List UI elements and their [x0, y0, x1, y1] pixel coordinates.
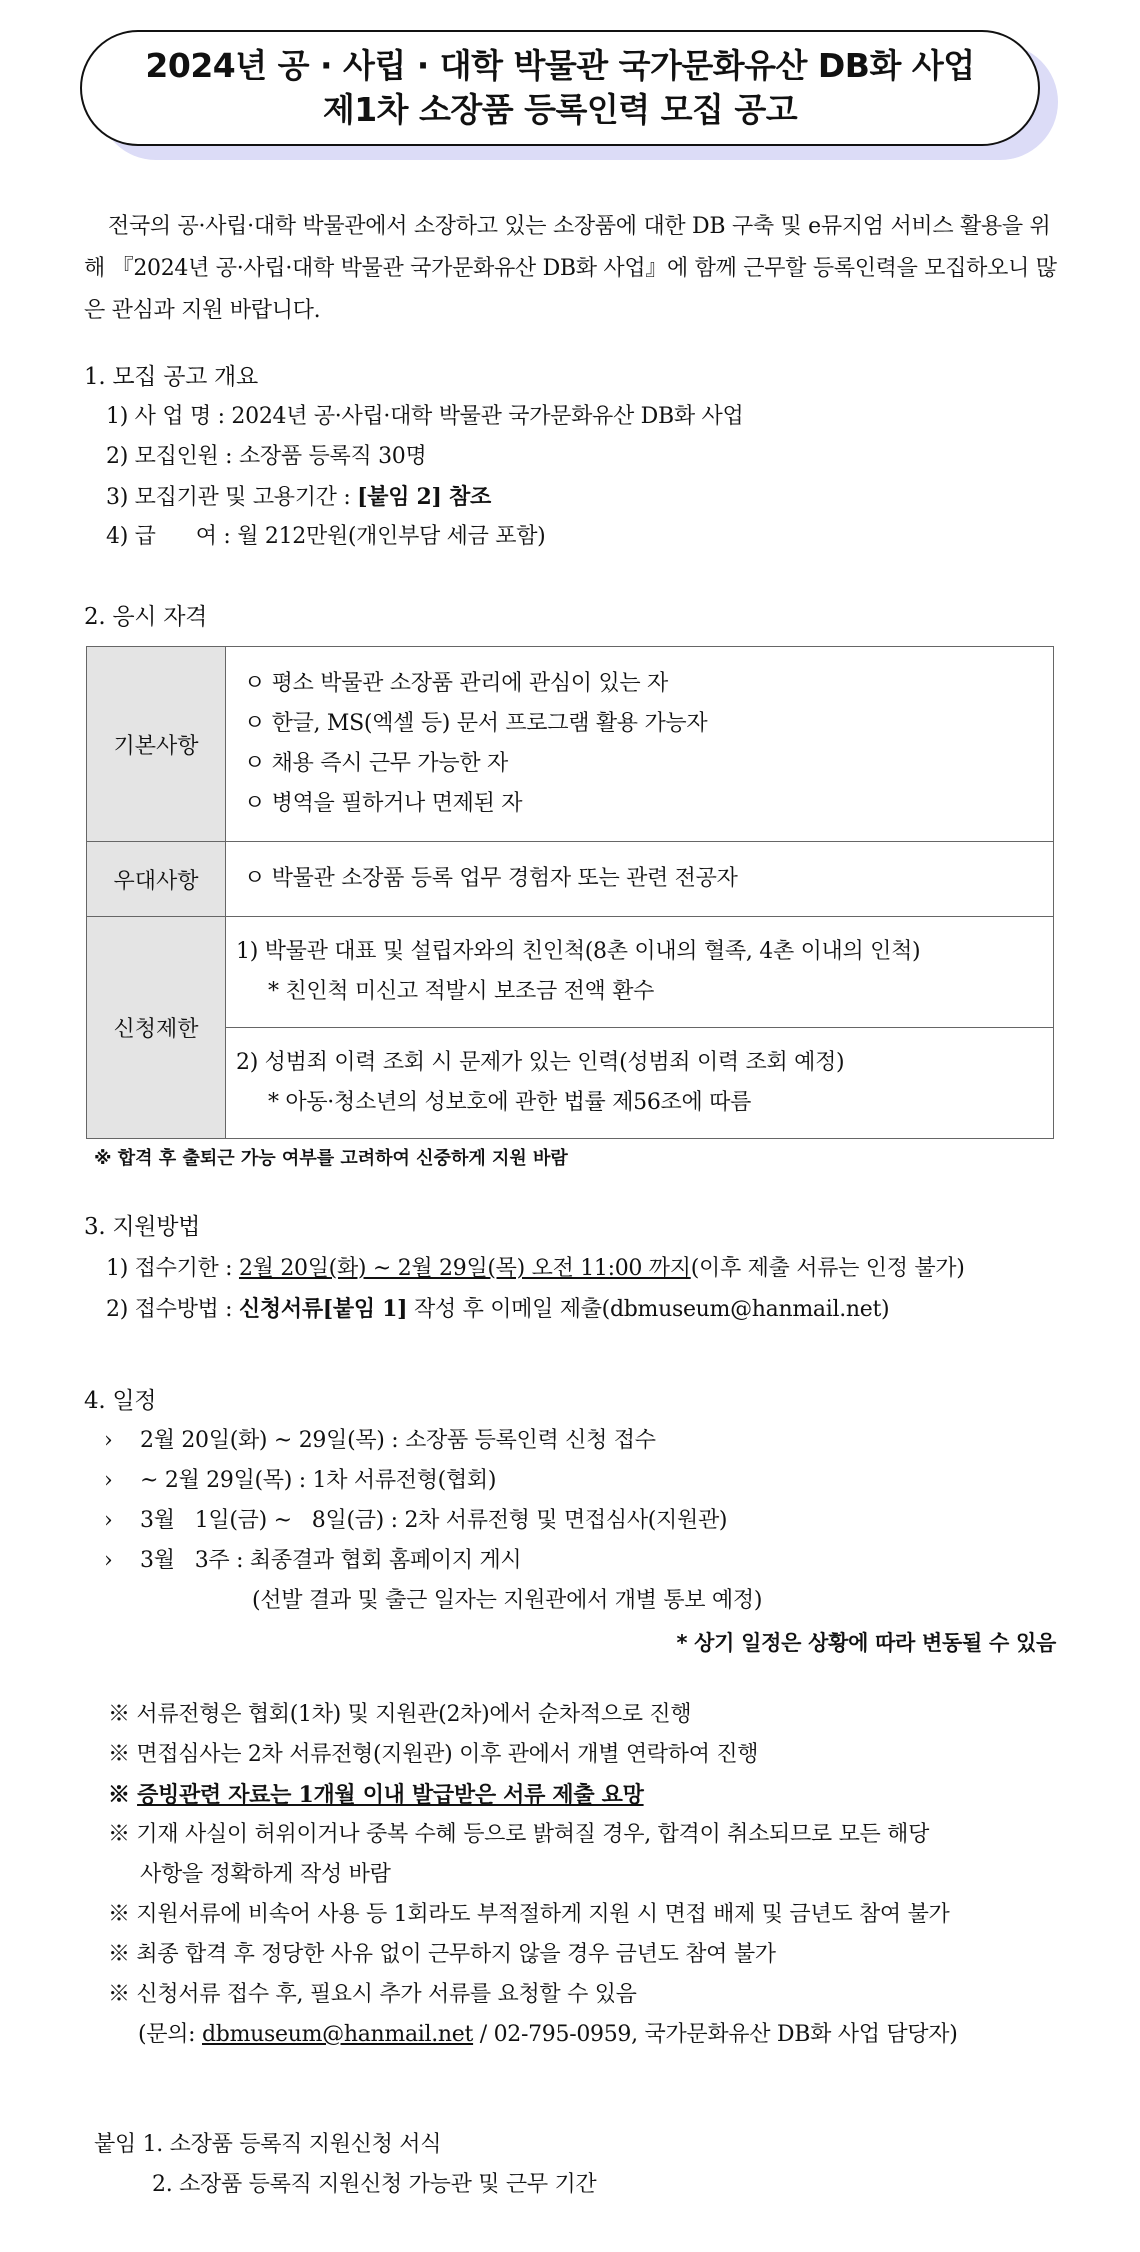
schedule-item: › 2월 20일(화) ~ 29일(목) : 소장품 등록인력 신청 접수	[104, 1426, 656, 1456]
schedule-item: › 3월 3주 : 최종결과 협회 홈페이지 게시	[104, 1546, 521, 1576]
intro-paragraph: 전국의 공·사립·대학 박물관에서 소장하고 있는 소장품에 대한 DB 구축 및 e뮤지엄 서비스 활용을 위해 『2024년 공·사립·대학 박물관 국가문화유산 DB화 사업』에 함께 근무할 등록인력을 모집하오니 많은 관심과 지원 바랍니다.	[84, 214, 1057, 323]
basic-body	[226, 647, 1054, 842]
restriction-note-1: * 친인척 미신고 적발시 보조금 전액 환수	[268, 979, 655, 1004]
table-row-basic	[87, 647, 1054, 842]
preferred-header: 우대사항	[87, 842, 226, 917]
restriction-item-2: 2) 성범죄 이력 조회 시 문제가 있는 인력(성범죄 이력 조회 예정)	[236, 1050, 845, 1075]
basic-item: ㅇ 평소 박물관 소장품 관리에 관심이 있는 자	[244, 671, 668, 696]
restriction-note-2: * 아동·청소년의 성보호에 관한 법률 제56조에 따름	[268, 1090, 752, 1115]
attachment-2: 2. 소장품 등록직 지원신청 가능관 및 근무 기간	[152, 2172, 597, 2197]
note-5: ※ 지원서류에 비속어 사용 등 1회라도 부적절하게 지원 시 면접 배제 및 금년도 참여 불가	[108, 1902, 950, 1927]
table-row-restriction-1	[87, 917, 1054, 1028]
section1-item-3: 3) 모집기관 및 고용기간 : [붙임 2] 참조	[106, 484, 491, 510]
section3-heading: 3. 지원방법	[84, 1214, 201, 1240]
basic-item: ㅇ 한글, MS(엑셀 등) 문서 프로그램 활용 가능자	[244, 711, 708, 736]
chevron-right-icon: ›	[104, 1468, 113, 1493]
title-line-2: 제1차 소장품 등록인력 모집 공고	[322, 90, 798, 129]
note-4-cont: 사항을 정확하게 작성 바람	[140, 1862, 391, 1887]
basic-item: ㅇ 병역을 필하거나 면제된 자	[244, 791, 523, 816]
qualification-table	[86, 646, 1054, 1139]
title-box	[80, 30, 1040, 146]
basic-item: ㅇ 채용 즉시 근무 가능한 자	[244, 751, 508, 776]
schedule-change-note: * 상기 일정은 상황에 따라 변동될 수 있음	[676, 1631, 1056, 1655]
chevron-right-icon: ›	[104, 1428, 113, 1453]
section1-item-1: 1) 사 업 명 : 2024년 공·사립·대학 박물관 국가문화유산 DB화 사업	[106, 404, 744, 429]
preferred-item: ㅇ 박물관 소장품 등록 업무 경험자 또는 관련 전공자	[244, 866, 738, 891]
contact-line: (문의: dbmuseum@hanmail.net / 02-795-0959, 국가문화유산 DB화 사업 담당자)	[138, 2022, 958, 2047]
note-4: ※ 기재 사실이 허위이거나 중복 수혜 등으로 밝혀질 경우, 합격이 취소되므로 모든 해당	[108, 1822, 930, 1847]
note-2: ※ 면접심사는 2차 서류전형(지원관) 이후 관에서 개별 연락하여 진행	[108, 1742, 759, 1767]
note-7: ※ 신청서류 접수 후, 필요시 추가 서류를 요청할 수 있음	[108, 1982, 637, 2007]
table-row-preferred	[87, 842, 1054, 917]
chevron-right-icon: ›	[104, 1508, 113, 1533]
section1-item-2: 2) 모집인원 : 소장품 등록직 30명	[106, 444, 427, 469]
contact-email-link[interactable]: dbmuseum@hanmail.net	[202, 2022, 474, 2047]
preferred-body	[226, 842, 1054, 917]
title-banner	[80, 30, 1040, 148]
schedule-item: › 3월 1일(금) ~ 8일(금) : 2차 서류전형 및 면접심사(지원관)	[104, 1506, 727, 1536]
restriction-item-1: 1) 박물관 대표 및 설립자와의 친인척(8촌 이내의 혈족, 4촌 이내의 인척)	[236, 939, 921, 964]
schedule-item: › ~ 2월 29일(목) : 1차 서류전형(협회)	[104, 1466, 496, 1496]
section2-heading: 2. 응시 자격	[84, 604, 208, 630]
restriction-body-2	[226, 1028, 1054, 1139]
chevron-right-icon: ›	[104, 1548, 113, 1573]
restriction-header: 신청제한	[87, 917, 226, 1139]
section1-heading: 1. 모집 공고 개요	[84, 364, 258, 390]
note-3: ※ 증빙관련 자료는 1개월 이내 발급받은 서류 제출 요망	[108, 1782, 644, 1808]
section3-item-1: 1) 접수기한 : 2월 20일(화) ~ 2월 29일(목) 오전 11:00 까지(이후 제출 서류는 인정 불가)	[106, 1256, 965, 1281]
note-6: ※ 최종 합격 후 정당한 사유 없이 근무하지 않을 경우 금년도 참여 불가	[108, 1942, 776, 1967]
basic-header: 기본사항	[87, 647, 226, 842]
table-row-restriction-2	[87, 1028, 1054, 1139]
section2-footnote: ※ 합격 후 출퇴근 가능 여부를 고려하여 신중하게 지원 바람	[94, 1148, 568, 1169]
note-1: ※ 서류전형은 협회(1차) 및 지원관(2차)에서 순차적으로 진행	[108, 1702, 692, 1727]
title-line-1: 2024년 공 · 사립 · 대학 박물관 국가문화유산 DB화 사업	[145, 46, 975, 85]
attachment-1: 붙임 1. 소장품 등록직 지원신청 서식	[94, 2132, 442, 2157]
section3-item-2: 2) 접수방법 : 신청서류[붙임 1] 작성 후 이메일 제출(dbmuseum@hanmail.net)	[106, 1296, 890, 1322]
section4-heading: 4. 일정	[84, 1388, 157, 1414]
schedule-sub-note: (선발 결과 및 출근 일자는 지원관에서 개별 통보 예정)	[252, 1588, 763, 1613]
section1-item-4: 4) 급 여 : 월 212만원(개인부담 세금 포함)	[106, 524, 546, 549]
restriction-body-1	[226, 917, 1054, 1028]
